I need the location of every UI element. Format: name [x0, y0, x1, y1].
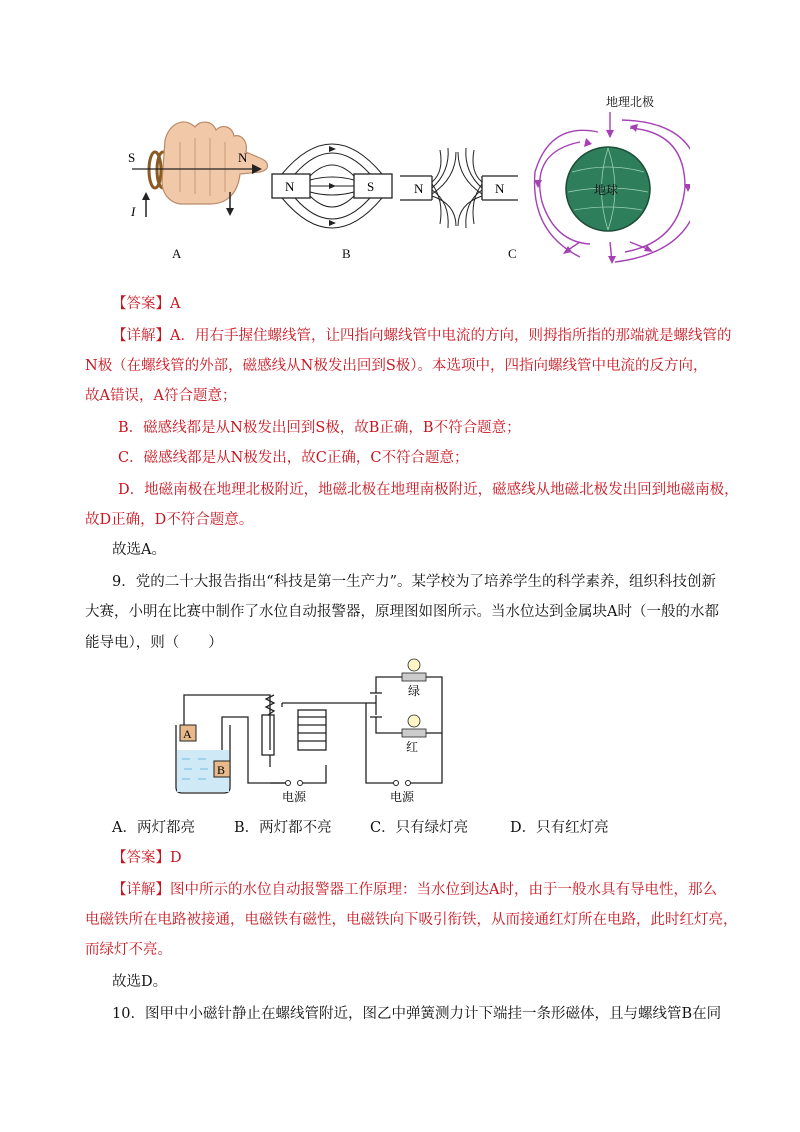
q8-detail-line-7: 故D正确，D不符合题意。	[85, 512, 254, 528]
q8-conclusion: 故选A。	[112, 542, 166, 558]
attracting-magnets-diagram	[272, 144, 392, 228]
q8-detail-line-6: D．地磁南极在地理北极附近，地磁北极在地理南极附近，磁感线从地磁北极发出回到地磁南极，	[118, 482, 739, 498]
block-a-label: A	[183, 727, 192, 741]
q8-answer: 【答案】A	[112, 296, 181, 312]
figure-label-b: B	[342, 246, 351, 261]
q9-option-a: A．两灯都亮	[112, 820, 195, 836]
magnet-c-left-label: N	[414, 181, 424, 196]
green-label: 绿	[408, 684, 421, 698]
power-label-1: 电源	[282, 790, 307, 804]
n-pole-label: N	[238, 150, 248, 165]
right-hand-rule-illustration	[128, 122, 268, 219]
current-label: I	[131, 204, 136, 219]
water-level-alarm-circuit	[170, 655, 460, 805]
q9-detail-line-1: 【详解】图中所示的水位自动报警器工作原理：当水位到达A时，由于一般水具有导电性，那么	[112, 882, 717, 898]
magnetism-figure	[110, 92, 690, 272]
power-label-2: 电源	[390, 790, 415, 804]
figure-label-c: C	[508, 246, 517, 261]
q9-option-b: B．两灯都不亮	[234, 820, 332, 836]
q8-detail-line-5: C．磁感线都是从N极发出，故C正确，C不符合题意；	[118, 450, 469, 466]
block-b-label: B	[217, 763, 226, 777]
figure-label-a: A	[172, 246, 182, 261]
q10-question-line-1: 10．图甲中小磁针静止在螺线管附近，图乙中弹簧测力计下端挂一条形磁体，且与螺线管B在同	[112, 1006, 722, 1022]
q9-option-c: C．只有绿灯亮	[370, 820, 469, 836]
magnet-b-right-label: S	[367, 179, 375, 194]
q8-detail-line-4: B．磁感线都是从N极发出回到S极，故B正确，B不符合题意；	[118, 420, 521, 436]
red-label: 红	[406, 740, 419, 754]
green-lamp	[402, 659, 426, 681]
earth-magnetic-field-diagram	[534, 94, 690, 264]
earth-label: 地球	[594, 183, 619, 197]
q9-conclusion: 故选D。	[112, 974, 168, 990]
q8-detail-line-1: 【详解】A．用右手握住螺线管，让四指向螺线管中电流的方向，则拇指所指的那端就是螺线管的	[112, 328, 732, 344]
q9-detail-line-2: 电磁铁所在电路被接通，电磁铁有磁性，电磁铁向下吸引衔铁，从而接通红灯所在电路，此时红灯亮，	[85, 912, 738, 928]
red-lamp	[402, 715, 426, 737]
q9-answer: 【答案】D	[112, 850, 182, 866]
q9-option-d: D．只有红灯亮	[510, 820, 609, 836]
q9-question-line-1: 9．党的二十大报告指出“科技是第一生产力”。某学校为了培养学生的科学素养，组织科技创新	[112, 574, 717, 590]
q9-question-line-3: 能导电），则（ ）	[85, 635, 223, 651]
q9-question-line-2: 大赛，小明在比赛中制作了水位自动报警器，原理图如图所示。当水位达到金属块A时（一般的水都	[85, 604, 719, 620]
magnet-b-left-label: N	[285, 179, 295, 194]
q8-detail-line-2: N极（在螺线管的外部，磁感线从N极发出回到S极）。本选项中，四指向螺线管中电流的反方向，	[85, 358, 708, 374]
magnet-c-right-label: N	[495, 181, 505, 196]
s-pole-label: S	[128, 150, 136, 165]
geographic-north-label: 地理北极	[606, 95, 655, 109]
q8-detail-line-3: 故A错误，A符合题意；	[85, 388, 237, 404]
repelling-magnets-diagram	[400, 148, 518, 228]
q9-detail-line-3: 而绿灯不亮。	[85, 942, 172, 958]
